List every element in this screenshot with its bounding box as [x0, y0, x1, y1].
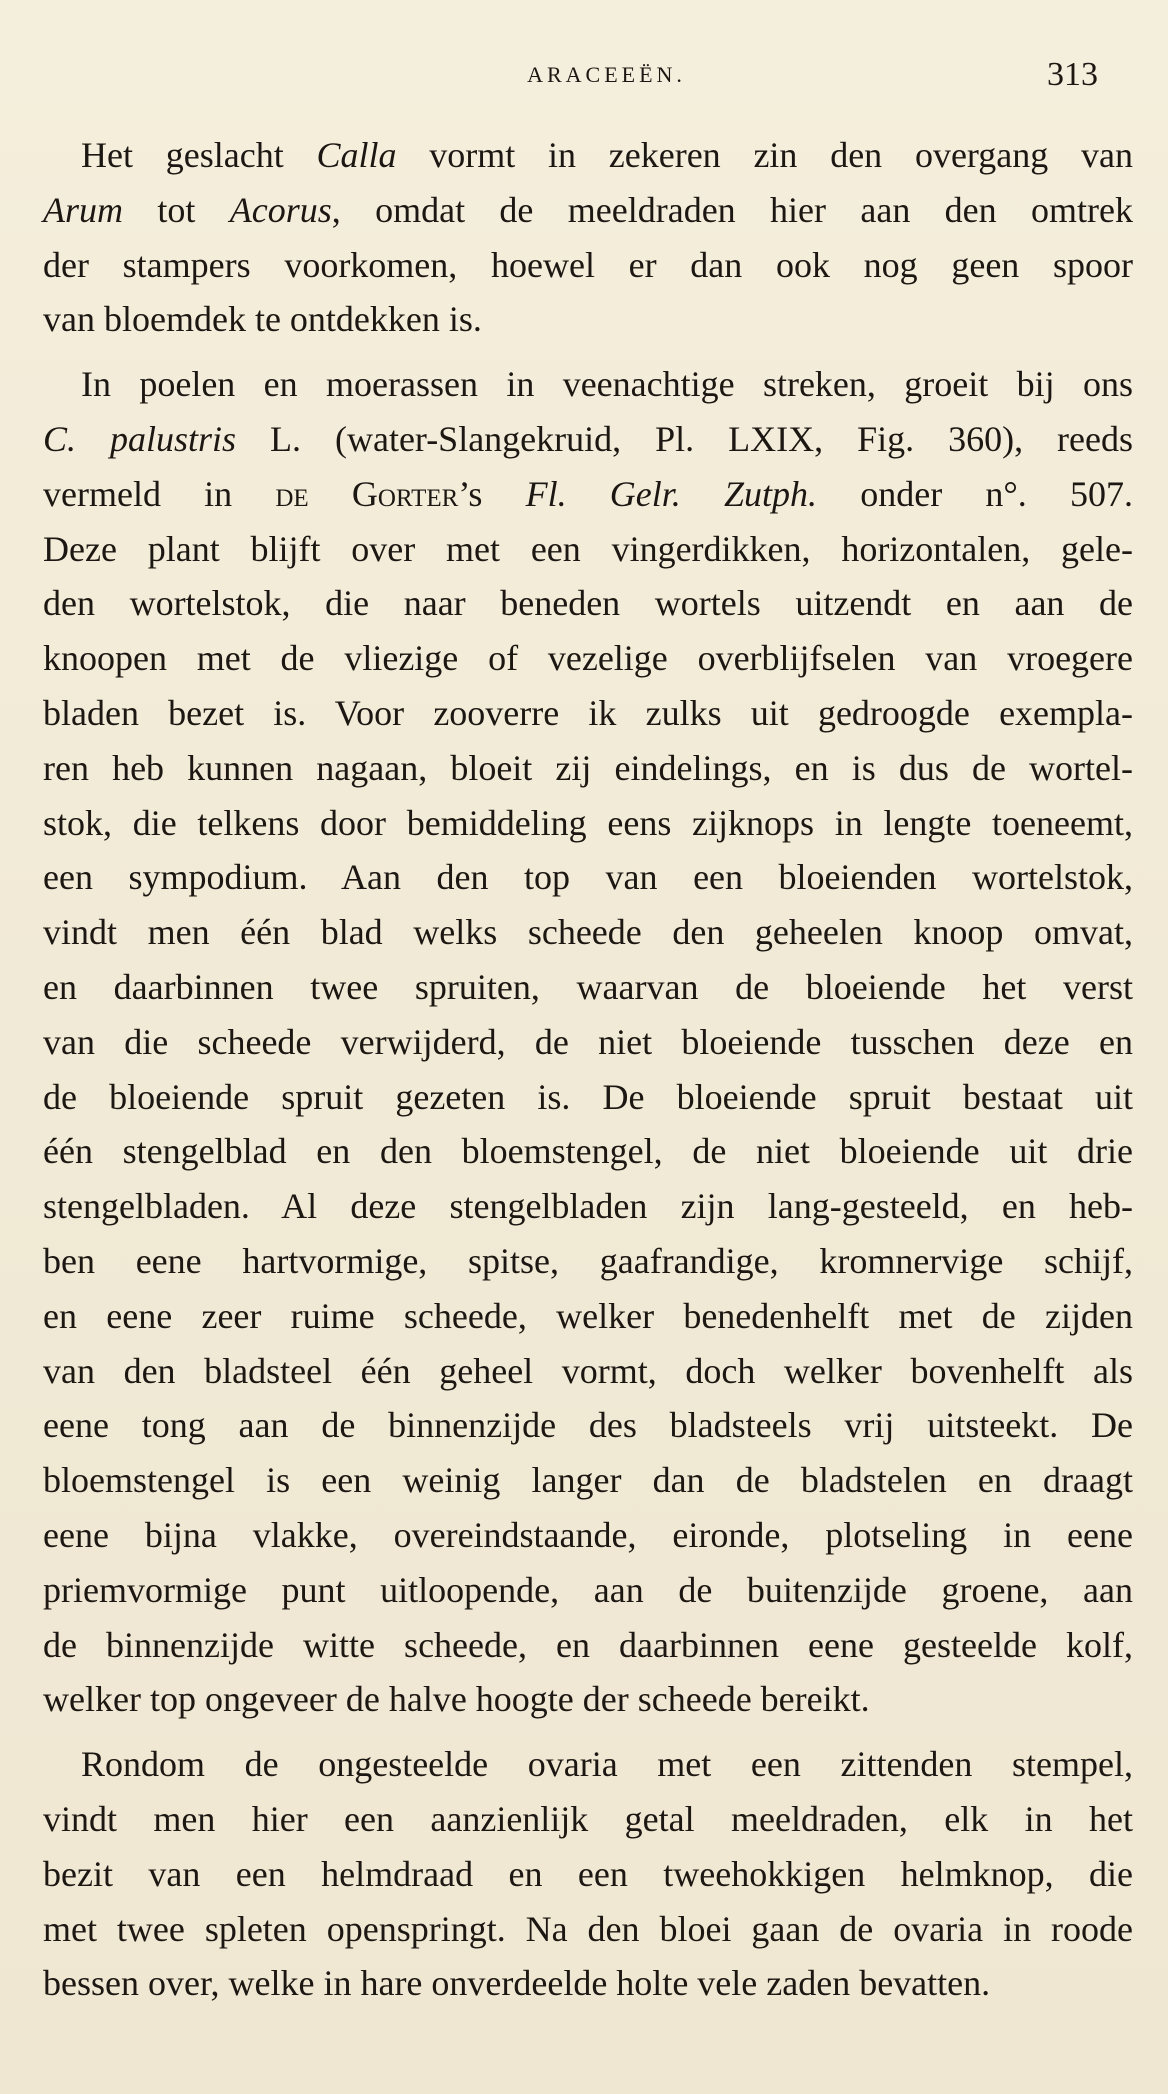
text-line: bezit van een helmdraad en een tweehokkigen helmknop, die [43, 1853, 1133, 1894]
page-body [43, 128, 1133, 2011]
italic-text: Fl. Gelr. Zutph. [525, 473, 818, 514]
text-line: met twee spleten openspringt. Na den bloei gaan de ovaria in roode [43, 1908, 1133, 1949]
text-line: der stampers voorkomen, hoewel er dan ook nog geen spoor [43, 244, 1133, 285]
text-line: de binnenzijde witte scheede, en daarbinnen eene gesteelde kolf, [43, 1624, 1133, 1665]
text-line: vermeld in de Gorter’s Fl. Gelr. Zutph. onder n°. 507. [43, 473, 1133, 514]
paragraph [43, 357, 1133, 1727]
italic-text: Acorus [229, 189, 332, 230]
text-line: één stengelblad en den bloemstengel, de niet bloeiende uit drie [43, 1131, 1133, 1172]
text-line: een sympodium. Aan den top van een bloeienden wortelstok, [43, 857, 1133, 898]
text-line: de bloeiende spruit gezeten is. De bloeiende spruit bestaat uit [43, 1076, 1133, 1117]
running-title: ARACEEËN. [527, 62, 686, 87]
paragraph-gap [43, 1727, 1133, 1737]
small-caps-text: de Gorter [275, 473, 459, 514]
page-number: 313 [1047, 56, 1098, 93]
text-line: stengelbladen. Al deze stengelbladen zijn lang-gesteeld, en heb- [43, 1186, 1133, 1227]
text-line: van den bladsteel één geheel vormt, doch welker bovenhelft als [43, 1350, 1133, 1391]
italic-text: Arum [43, 189, 123, 230]
text-line: ben eene hartvormige, spitse, gaafrandige, kromnervige schijf, [43, 1240, 1133, 1281]
text-line: Het geslacht Calla vormt in zekeren zin den overgang van [81, 135, 1133, 175]
paragraph-gap [43, 347, 1133, 357]
text-line: stok, die telkens door bemiddeling eens zijknops in lengte toeneemt, [43, 802, 1133, 843]
text-line: ren heb kunnen nagaan, bloeit zij eindelings, en is dus de wortel- [43, 747, 1133, 788]
text-line: van bloemdek te ontdekken is. [43, 299, 482, 340]
text-line: C. palustris L. (water-Slangekruid, Pl. LXIX, Fig. 360), reeds [43, 418, 1133, 459]
text-line: en daarbinnen twee spruiten, waarvan de bloeiende het verst [43, 966, 1133, 1007]
text-line: Rondom de ongesteelde ovaria met een zittenden stempel, [81, 1744, 1133, 1785]
text-line: vindt men hier een aanzienlijk getal meeldraden, elk in het [43, 1798, 1133, 1839]
paragraph [43, 1737, 1133, 2011]
text-line: en eene zeer ruime scheede, welker benedenhelft met de zijden [43, 1295, 1133, 1336]
italic-text: Calla [316, 135, 397, 175]
text-line: van die scheede verwijderd, de niet bloeiende tusschen deze en [43, 1021, 1133, 1062]
text-line: welker top ongeveer de halve hoogte der scheede bereikt. [43, 1679, 870, 1720]
text-line: bessen over, welke in hare onverdeelde holte vele zaden bevatten. [43, 1963, 991, 2004]
text-line: eene bijna vlakke, overeindstaande, eironde, plotseling in eene [43, 1514, 1133, 1555]
running-header [85, 56, 1128, 102]
text-line: Arum tot Acorus, omdat de meeldraden hier aan den omtrek [43, 189, 1133, 230]
text-line: den wortelstok, die naar beneden wortels uitzendt en aan de [43, 583, 1133, 624]
text-line: eene tong aan de binnenzijde des bladsteels vrij uitsteekt. De [43, 1405, 1133, 1446]
text-line: Deze plant blijft over met een vingerdikken, horizontalen, gele- [43, 528, 1133, 569]
text-line: knoopen met de vliezige of vezelige overblijfselen van vroegere [43, 638, 1133, 679]
paragraph [43, 128, 1133, 347]
text-line: bladen bezet is. Voor zooverre ik zulks uit gedroogde exempla- [43, 692, 1133, 733]
text-line: In poelen en moerassen in veenachtige streken, groeit bij ons [81, 364, 1133, 405]
text-line: priemvormige punt uitloopende, aan de buitenzijde groene, aan [43, 1569, 1133, 1610]
italic-text: C. palustris [43, 418, 237, 459]
text-line: vindt men één blad welks scheede den geheelen knoop omvat, [43, 912, 1133, 953]
text-line: bloemstengel is een weinig langer dan de bladstelen en draagt [43, 1460, 1133, 1501]
